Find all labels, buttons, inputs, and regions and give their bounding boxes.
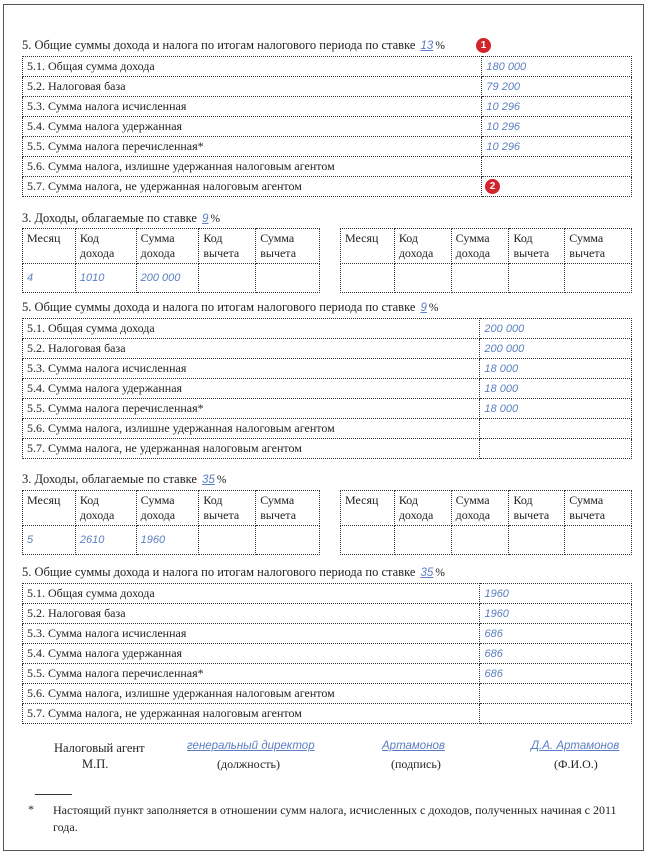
summary-value[interactable]: 10 296 bbox=[482, 137, 632, 157]
rate-value: 35 bbox=[202, 474, 215, 486]
income-cell[interactable] bbox=[565, 526, 632, 555]
column-header: Сумма дохода bbox=[451, 491, 509, 526]
table-row bbox=[23, 379, 632, 399]
summary-value[interactable]: 180 000 bbox=[482, 57, 632, 77]
column-header: Сумма вычета bbox=[565, 229, 632, 264]
summary-value[interactable] bbox=[480, 419, 632, 439]
table-row bbox=[23, 57, 632, 77]
table-row bbox=[23, 359, 632, 379]
table-row bbox=[23, 97, 632, 117]
table-row bbox=[23, 584, 632, 604]
income-cell[interactable] bbox=[341, 526, 395, 555]
summary-label: 5.3. Сумма налога исчисленная bbox=[23, 624, 480, 644]
income-table-left-9 bbox=[22, 228, 320, 293]
stamp-label: М.П. bbox=[82, 757, 109, 771]
summary-label: 5.1. Общая сумма дохода bbox=[23, 57, 482, 77]
column-header: Код дохода bbox=[75, 491, 136, 526]
summary-title-13 bbox=[22, 38, 445, 53]
summary-table-35 bbox=[22, 583, 632, 724]
income-cell[interactable]: 200 000 bbox=[136, 264, 199, 293]
percent-sign: % bbox=[435, 40, 445, 52]
full-name-value[interactable]: Д.А. Артамонов bbox=[531, 740, 620, 752]
column-header: Сумма вычета bbox=[565, 491, 632, 526]
summary-value[interactable]: 79 200 bbox=[482, 77, 632, 97]
summary-label: 5.7. Сумма налога, не удержанная налоговым агентом bbox=[23, 439, 480, 459]
summary-label: 5.5. Сумма налога перечисленная* bbox=[23, 664, 480, 684]
column-header: Код дохода bbox=[75, 229, 136, 264]
table-row bbox=[23, 339, 632, 359]
summary-value[interactable]: 200 000 bbox=[480, 339, 632, 359]
column-header: Сумма вычета bbox=[256, 229, 320, 264]
summary-label: 5.5. Сумма налога перечисленная* bbox=[23, 137, 482, 157]
tax-agent-label: Налоговый агент bbox=[54, 741, 145, 755]
column-header: Месяц bbox=[341, 229, 395, 264]
income-cell[interactable] bbox=[341, 264, 395, 293]
footnote-text: Настоящий пункт заполняется в отношении сумм налога, исчисленных с доходов, полученных начиная с 2011 года. bbox=[53, 803, 617, 834]
summary-label: 5.4. Сумма налога удержанная bbox=[23, 117, 482, 137]
summary-label: 5.6. Сумма налога, излишне удержанная налоговым агентом bbox=[23, 157, 482, 177]
summary-label: 5.6. Сумма налога, излишне удержанная налоговым агентом bbox=[23, 419, 480, 439]
summary-value[interactable]: 686 bbox=[480, 644, 632, 664]
income-cell[interactable] bbox=[509, 526, 565, 555]
percent-sign: % bbox=[428, 302, 439, 314]
table-row bbox=[23, 439, 632, 459]
rate-value: 9 bbox=[202, 213, 209, 225]
summary-label: 5.2. Налоговая база bbox=[23, 604, 480, 624]
table-row bbox=[23, 664, 632, 684]
summary-label: 5.1. Общая сумма дохода bbox=[23, 584, 480, 604]
callout-badge-2: 2 bbox=[485, 179, 500, 194]
table-row bbox=[23, 177, 632, 197]
percent-sign: % bbox=[216, 474, 227, 486]
tax-form-page bbox=[3, 4, 644, 851]
column-header: Сумма дохода bbox=[136, 491, 199, 526]
summary-label: 5.3. Сумма налога исчисленная bbox=[23, 97, 482, 117]
summary-value[interactable] bbox=[480, 704, 632, 724]
income-cell[interactable]: 1010 bbox=[75, 264, 136, 293]
column-header: Месяц bbox=[341, 491, 395, 526]
summary-value[interactable] bbox=[480, 439, 632, 459]
summary-value[interactable]: 200 000 bbox=[480, 319, 632, 339]
table-row bbox=[23, 624, 632, 644]
header-row bbox=[341, 229, 632, 264]
column-header: Код дохода bbox=[394, 491, 451, 526]
income-cell[interactable] bbox=[199, 526, 256, 555]
income-cell[interactable]: 1960 bbox=[136, 526, 199, 555]
summary-table-9 bbox=[22, 318, 632, 459]
summary-label: 5.1. Общая сумма дохода bbox=[23, 319, 480, 339]
table-row bbox=[23, 77, 632, 97]
income-table-right-35 bbox=[340, 490, 632, 555]
income-cell[interactable]: 2610 bbox=[75, 526, 136, 555]
income-cell[interactable] bbox=[451, 526, 509, 555]
summary-table-13 bbox=[22, 56, 632, 197]
summary-title-35 bbox=[22, 565, 445, 580]
income-cell[interactable] bbox=[451, 264, 509, 293]
summary-value[interactable]: 1960 bbox=[480, 604, 632, 624]
summary-label: 5.7. Сумма налога, не удержанная налоговым агентом bbox=[23, 704, 480, 724]
table-row bbox=[23, 264, 320, 293]
percent-sign: % bbox=[435, 567, 445, 579]
income-table-left-35 bbox=[22, 490, 320, 555]
column-header: Код вычета bbox=[509, 229, 565, 264]
table-row bbox=[23, 526, 320, 555]
income-cell[interactable] bbox=[256, 264, 320, 293]
signature-caption: (подпись) bbox=[391, 757, 441, 771]
summary-value[interactable]: 686 bbox=[480, 624, 632, 644]
summary-label: 5.2. Налоговая база bbox=[23, 339, 480, 359]
footnote-marker: * bbox=[28, 802, 34, 816]
rate-value: 13 bbox=[420, 40, 434, 52]
column-header: Сумма вычета bbox=[256, 491, 320, 526]
income-cell[interactable] bbox=[565, 264, 632, 293]
header-row bbox=[23, 229, 320, 264]
summary-value[interactable]: 18 000 bbox=[480, 359, 632, 379]
percent-sign: % bbox=[210, 213, 221, 225]
column-header: Сумма дохода bbox=[136, 229, 199, 264]
column-header: Месяц bbox=[23, 229, 76, 264]
summary-title-text: 5. Общие суммы дохода и налога по итогам налогового периода по ставке bbox=[22, 38, 416, 52]
rate-value: 9 bbox=[420, 302, 427, 314]
summary-title-text: 5. Общие суммы дохода и налога по итогам налогового периода по ставке bbox=[22, 300, 416, 314]
table-row bbox=[23, 117, 632, 137]
column-header: Код вычета bbox=[199, 491, 256, 526]
summary-title-9 bbox=[22, 300, 439, 315]
summary-value[interactable]: 18 000 bbox=[480, 379, 632, 399]
table-row bbox=[23, 684, 632, 704]
income-table-right-9 bbox=[340, 228, 632, 293]
income-title-35 bbox=[22, 472, 226, 487]
header-row bbox=[341, 491, 632, 526]
income-cell[interactable] bbox=[199, 264, 256, 293]
position-value[interactable]: генеральный директор bbox=[187, 740, 315, 752]
column-header: Месяц bbox=[23, 491, 76, 526]
summary-value[interactable] bbox=[482, 157, 632, 177]
summary-label: 5.7. Сумма налога, не удержанная налоговым агентом bbox=[23, 177, 482, 197]
signature-value[interactable]: Артамонов bbox=[382, 740, 445, 752]
income-title-text: 3. Доходы, облагаемые по ставке bbox=[22, 472, 197, 486]
column-header: Код вычета bbox=[509, 491, 565, 526]
summary-label: 5.5. Сумма налога перечисленная* bbox=[23, 399, 480, 419]
income-cell[interactable]: 5 bbox=[23, 526, 76, 555]
income-cell[interactable] bbox=[256, 526, 320, 555]
column-header: Сумма дохода bbox=[451, 229, 509, 264]
table-row bbox=[23, 319, 632, 339]
summary-value[interactable]: 10 296 bbox=[482, 117, 632, 137]
full-name-caption: (Ф.И.О.) bbox=[554, 757, 598, 771]
summary-value[interactable] bbox=[480, 684, 632, 704]
income-title-text: 3. Доходы, облагаемые по ставке bbox=[22, 211, 197, 225]
income-cell[interactable] bbox=[394, 264, 451, 293]
summary-label: 5.4. Сумма налога удержанная bbox=[23, 644, 480, 664]
summary-label: 5.2. Налоговая база bbox=[23, 77, 482, 97]
summary-value[interactable] bbox=[482, 177, 632, 197]
column-header: Код дохода bbox=[394, 229, 451, 264]
table-row bbox=[23, 399, 632, 419]
summary-title-text: 5. Общие суммы дохода и налога по итогам налогового периода по ставке bbox=[22, 565, 416, 579]
table-row bbox=[341, 264, 632, 293]
summary-label: 5.4. Сумма налога удержанная bbox=[23, 379, 480, 399]
footnote-divider bbox=[35, 794, 72, 795]
column-header: Код вычета bbox=[199, 229, 256, 264]
position-caption: (должность) bbox=[217, 757, 280, 771]
income-cell[interactable]: 4 bbox=[23, 264, 76, 293]
table-row bbox=[23, 137, 632, 157]
income-cell[interactable] bbox=[509, 264, 565, 293]
summary-value[interactable]: 686 bbox=[480, 664, 632, 684]
table-row bbox=[23, 419, 632, 439]
summary-value[interactable]: 18 000 bbox=[480, 399, 632, 419]
income-title-9 bbox=[22, 211, 220, 226]
callout-badge-1: 1 bbox=[476, 38, 491, 53]
summary-label: 5.6. Сумма налога, излишне удержанная налоговым агентом bbox=[23, 684, 480, 704]
table-row bbox=[23, 704, 632, 724]
header-row bbox=[23, 491, 320, 526]
table-row bbox=[23, 157, 632, 177]
rate-value: 35 bbox=[420, 567, 434, 579]
table-row bbox=[23, 644, 632, 664]
summary-value[interactable]: 10 296 bbox=[482, 97, 632, 117]
summary-label: 5.3. Сумма налога исчисленная bbox=[23, 359, 480, 379]
income-cell[interactable] bbox=[394, 526, 451, 555]
table-row bbox=[23, 604, 632, 624]
table-row bbox=[341, 526, 632, 555]
summary-value[interactable]: 1960 bbox=[480, 584, 632, 604]
